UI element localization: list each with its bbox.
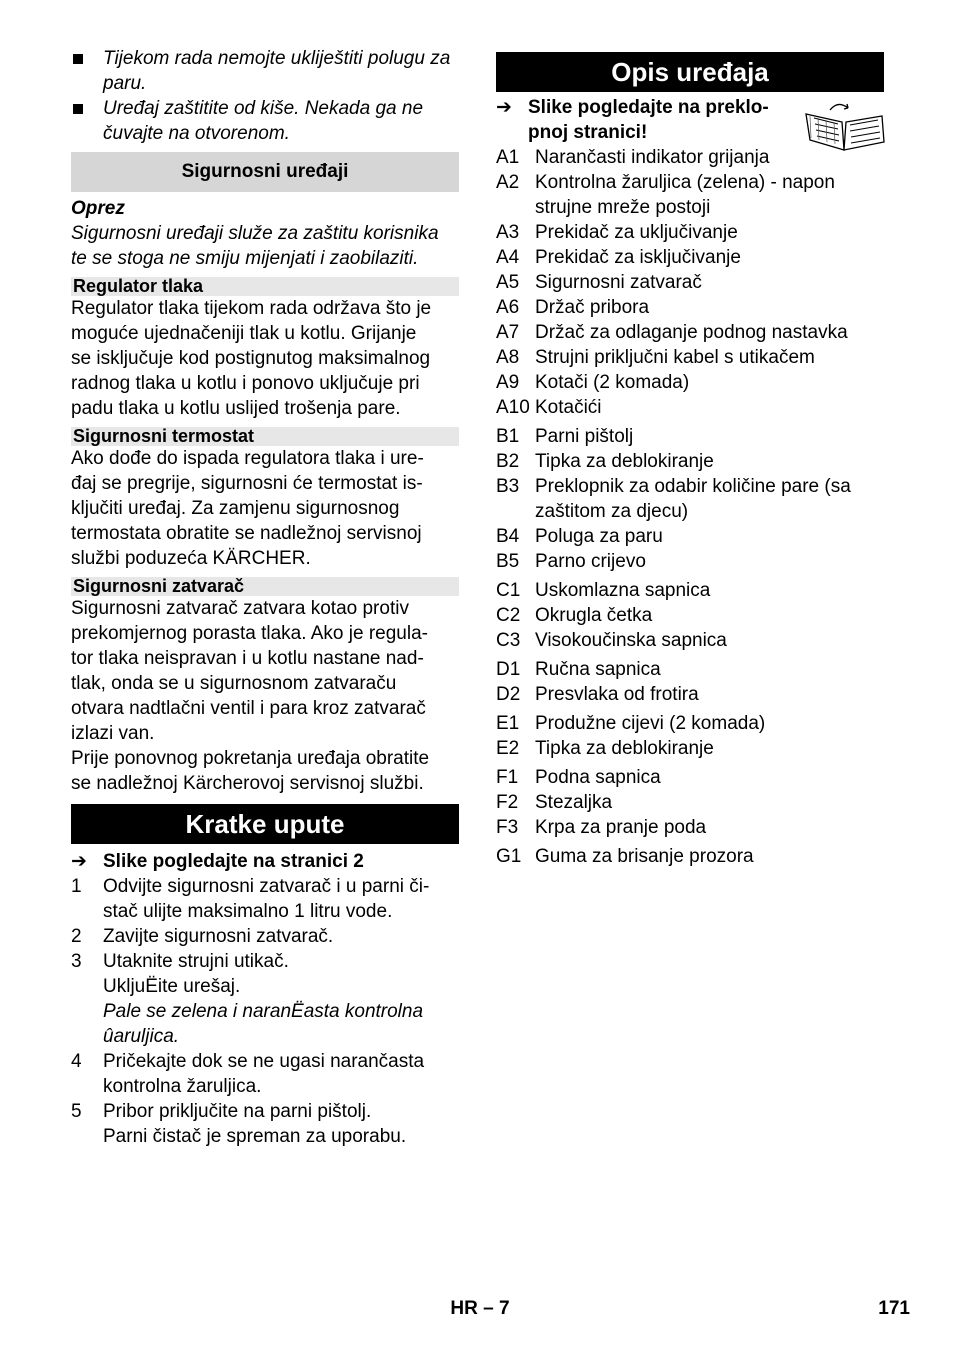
part-item [496,711,884,736]
paragraph-line: Prije ponovnog pokretanja uređaja obratite [71,748,430,769]
step-item [71,1049,459,1099]
part-item [496,320,884,345]
part-label: Kotači (2 komada) [535,372,690,393]
part-code: A6 [496,297,520,318]
part-label: Stezaljka [535,792,613,813]
step-number: 1 [71,876,82,897]
paragraph-line: radnog tlaka u kotlu i ponovo uključuje pri [71,373,420,394]
step-number: 4 [71,1051,82,1072]
part-code: D1 [496,659,521,680]
step-item [71,874,459,924]
part-label: Okrugla četka [535,605,653,626]
step-number: 5 [71,1101,82,1122]
part-label: Ručna sapnica [535,659,661,680]
step-number: 2 [71,926,82,947]
paragraph-line: otvara nadtlačni ventil i para kroz zatvarač [71,698,426,719]
part-code: E2 [496,738,520,759]
part-item [496,295,884,320]
part-item [496,370,884,395]
part-item [496,578,884,603]
part-label: Podna sapnica [535,767,661,788]
paragraph-line: izlazi van. [71,723,155,744]
paragraph-line: moguće ujednačeniji tlak u kotlu. Grijanje [71,323,417,344]
part-label: Guma za brisanje prozora [535,846,754,867]
part-code: F1 [496,767,519,788]
part-code: F3 [496,817,519,838]
part-item [496,736,884,761]
figure-reference-text: Slike pogledajte na preklo- [528,97,769,118]
step-item [71,1099,459,1149]
part-code: A3 [496,222,520,243]
part-item [496,345,884,370]
part-code: C2 [496,605,521,626]
part-code: B5 [496,551,520,572]
part-code: F2 [496,792,519,813]
open-book-icon [804,100,886,152]
part-label: Parno crijevo [535,551,646,572]
paragraph-line: službi poduzeća KÄRCHER. [71,548,311,569]
figure-reference-text: Slike pogledajte na stranici 2 [103,851,364,872]
subheading-thermostat: Sigurnosni termostat [71,427,459,446]
caution-line: Sigurnosni uređaji služe za zaštitu korisnika [71,223,439,244]
step-number: 3 [71,951,82,972]
section-heading-safety: Sigurnosni uređaji [71,152,459,192]
bullet-square-icon [73,104,83,114]
part-label: zaštitom za djecu) [535,501,689,522]
bullet-item [71,96,459,146]
part-item [496,524,884,549]
part-code: A10 [496,397,530,418]
part-item [496,170,884,220]
part-label: strujne mreže postoji [535,197,711,218]
part-item [496,603,884,628]
part-code: B3 [496,476,520,497]
step-line: Utaknite strujni utikač. [103,951,289,972]
part-code: A1 [496,147,520,168]
figure-reference-text: pnoj stranici! [528,122,648,143]
part-code: A9 [496,372,520,393]
step-line: Pričekajte dok se ne ugasi narančasta [103,1051,425,1072]
part-code: B1 [496,426,520,447]
paragraph-line: tlak, onda se u sigurnosnom zatvaraču [71,673,397,694]
figure-reference [71,849,459,874]
part-item [496,395,884,420]
paragraph-line: padu tlaka u kotlu uslijed trošenja pare. [71,398,401,419]
subheading-pressure-regulator: Regulator tlaka [71,277,459,296]
part-label: Narančasti indikator grijanja [535,147,770,168]
part-label: Uskomlazna sapnica [535,580,711,601]
part-label: Držač pribora [535,297,650,318]
part-item [496,474,884,524]
page-number: 171 [878,1298,910,1319]
part-label: Visokoučinska sapnica [535,630,727,651]
paragraph-line: se nadležnoj Kärcherovoj servisnoj službi. [71,773,424,794]
part-item [496,270,884,295]
subheading-safety-cap: Sigurnosni zatvarač [71,577,459,596]
paragraph-line: tor tlaka neispravan i u kotlu nastane nad- [71,648,424,669]
bullet-text: Uređaj zaštitite od kiše. Nekada ga ne čuvajte na otvorenom. [103,98,424,144]
section-heading-device-description: Opis uređaja [496,52,884,92]
part-label: Kontrolna žaruljica (zelena) - napon [535,172,835,193]
bullet-item [71,46,459,96]
part-item [496,424,884,449]
part-item [496,682,884,707]
paragraph-line: Ako dođe do ispada regulatora tlaka i ure- [71,448,424,469]
bullet-square-icon [73,54,83,64]
part-code: E1 [496,713,520,734]
part-item [496,844,884,869]
part-code: A5 [496,272,520,293]
part-item [496,765,884,790]
part-code: A7 [496,322,520,343]
step-note-line: ûaruljica. [103,1026,180,1047]
part-code: A2 [496,172,520,193]
paragraph-line: prekomjernog porasta tlaka. Ako je regula- [71,623,428,644]
part-item [496,549,884,574]
step-line: Zavijte sigurnosni zatvarač. [103,926,334,947]
arrow-right-icon: ➔ [496,97,512,118]
part-label: Držač za odlaganje podnog nastavka [535,322,848,343]
part-label: Kotačići [535,397,602,418]
part-code: D2 [496,684,521,705]
part-label: Krpa za pranje poda [535,817,707,838]
caution-label: Oprez [71,198,125,219]
part-label: Tipka za deblokiranje [535,738,714,759]
step-line: stač ulijte maksimalno 1 litru vode. [103,901,393,922]
step-line: kontrolna žaruljica. [103,1076,262,1097]
part-label: Presvlaka od frotira [535,684,699,705]
part-code: A8 [496,347,520,368]
paragraph-line: Regulator tlaka tijekom rada održava što je [71,298,432,319]
step-line: Parni čistač je spreman za uporabu. [103,1126,407,1147]
part-item [496,657,884,682]
paragraph-line: đaj se pregrije, sigurnosni će termostat is- [71,473,423,494]
part-label: Prekidač za isključivanje [535,247,741,268]
part-item [496,628,884,653]
part-label: Parni pištolj [535,426,634,447]
part-code: B2 [496,451,520,472]
part-item [496,790,884,815]
part-label: Prekidač za uključivanje [535,222,738,243]
paragraph-line: ključiti uređaj. Za zamjenu sigurnosnog [71,498,400,519]
part-code: C1 [496,580,521,601]
arrow-right-icon: ➔ [71,851,87,872]
paragraph-line: se isključuje kod postignutog maksimalnog [71,348,431,369]
part-label: Preklopnik za odabir količine pare (sa [535,476,851,497]
bullet-text: Tijekom rada nemojte ukliještiti polugu za paru. [103,48,451,94]
part-code: G1 [496,846,522,867]
step-item [71,949,459,1049]
part-code: C3 [496,630,521,651]
part-item [496,815,884,840]
step-line: UkljuËite urešaj. [103,976,241,997]
step-item [71,924,459,949]
part-label: Strujni priključni kabel s utikačem [535,347,815,368]
paragraph-line: termostata obratite se nadležnoj servisnoj [71,523,422,544]
paragraph-line: Sigurnosni zatvarač zatvara kotao protiv [71,598,409,619]
part-item [496,245,884,270]
step-line: Pribor priključite na parni pištolj. [103,1101,372,1122]
part-label: Sigurnosni zatvarač [535,272,702,293]
part-code: B4 [496,526,520,547]
part-item [496,449,884,474]
part-label: Poluga za paru [535,526,663,547]
part-label: Produžne cijevi (2 komada) [535,713,766,734]
step-note-line: Pale se zelena i naranËasta kontrolna [103,1001,424,1022]
parts-list [496,145,884,869]
part-item [496,220,884,245]
caution-line: te se stoga ne smiju mijenjati i zaobilaziti. [71,248,419,269]
part-label: Tipka za deblokiranje [535,451,714,472]
left-column [71,46,459,1149]
footer-section-label: HR – 7 [450,1298,510,1319]
part-code: A4 [496,247,520,268]
step-line: Odvijte sigurnosni zatvarač i u parni či- [103,876,430,897]
section-heading-quick-start: Kratke upute [71,804,459,844]
right-column [496,52,884,869]
